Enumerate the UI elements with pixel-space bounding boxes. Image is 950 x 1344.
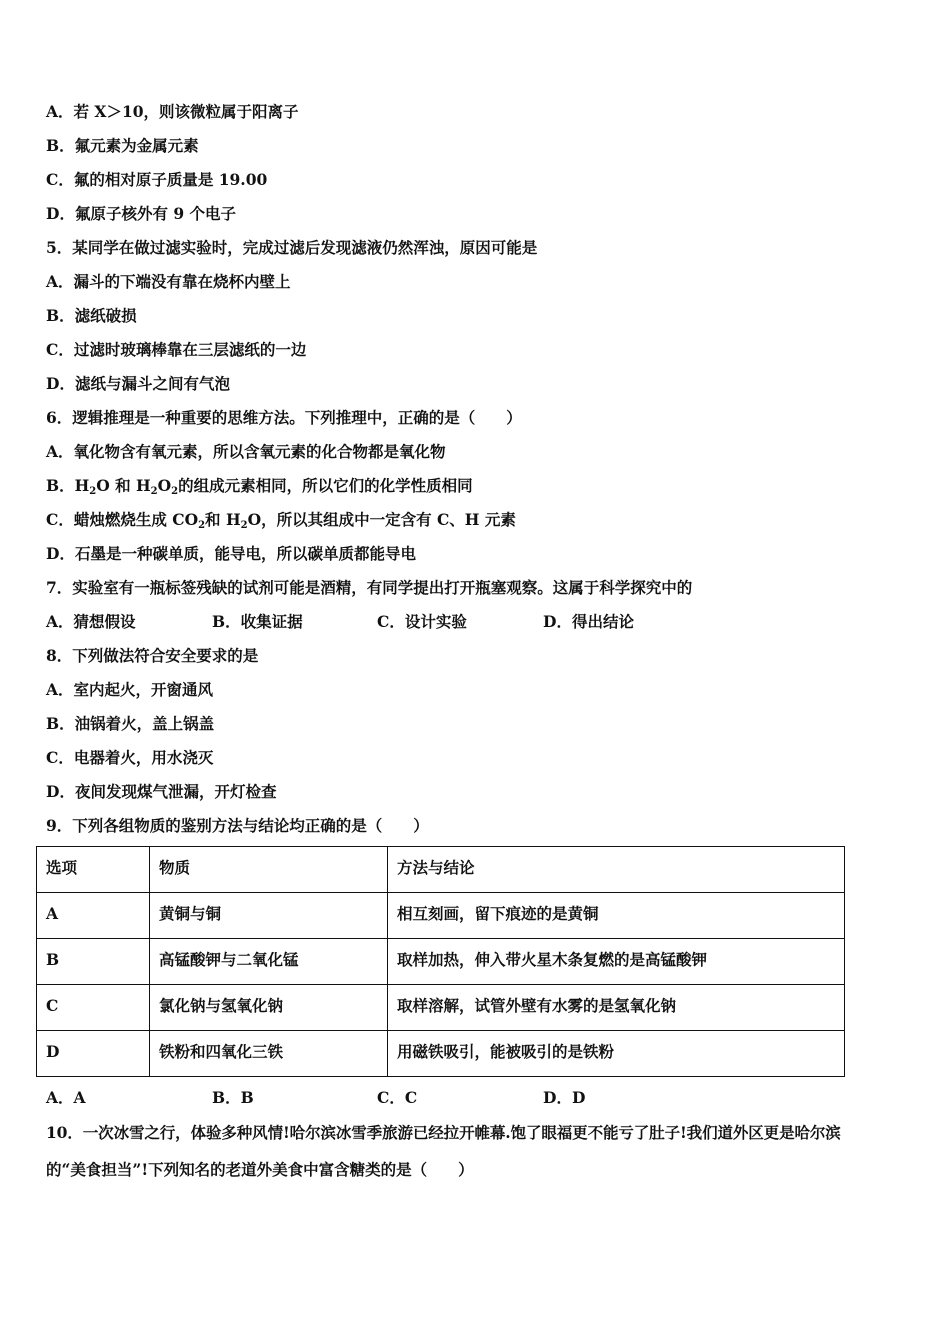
q8-option-b: B．油锅着火，盖上锅盖 <box>46 714 215 733</box>
q8-option-a: A．室内起火，开窗通风 <box>46 680 214 699</box>
q6-option-a: A．氧化物含有氧元素，所以含氧元素的化合物都是氧化物 <box>46 442 446 461</box>
q7-stem: 7．实验室有一瓶标签残缺的试剂可能是酒精，有同学提出打开瓶塞观察。这属于科学探究中的 <box>46 578 693 597</box>
table-header: 方法与结论 <box>388 847 845 893</box>
q9-option-d: D．D <box>543 1088 586 1107</box>
table-row <box>37 893 845 939</box>
table-cell: 氯化钠与氢氧化钠 <box>150 985 388 1031</box>
q4-option-d: D．氟原子核外有 9 个电子 <box>46 204 237 223</box>
q6-b-text: B．H <box>46 476 90 495</box>
q7-option-c: C．设计实验 <box>377 612 467 631</box>
table-cell: 取样加热，伸入带火星木条复燃的是高锰酸钾 <box>388 939 845 985</box>
q5-option-b: B．滤纸破损 <box>46 306 137 325</box>
q6-c-text: C．蜡烛燃烧生成 CO <box>46 510 199 529</box>
q6-stem: 6．逻辑推理是一种重要的思维方法。下列推理中，正确的是（ ） <box>46 408 522 427</box>
q6-option-d: D．石墨是一种碳单质，能导电，所以碳单质都能导电 <box>46 544 416 563</box>
q6-c-text: 和 H <box>205 510 241 529</box>
table-cell: B <box>37 939 150 985</box>
q5-option-a: A．漏斗的下端没有靠在烧杯内壁上 <box>46 272 291 291</box>
q6-b-text: O <box>157 476 172 495</box>
q4-option-b: B．氟元素为金属元素 <box>46 136 199 155</box>
q7-option-d: D．得出结论 <box>543 612 634 631</box>
table-cell: D <box>37 1031 150 1077</box>
q5-option-c: C．过滤时玻璃棒靠在三层滤纸的一边 <box>46 340 307 359</box>
table-cell: C <box>37 985 150 1031</box>
q4-option-c: C．氟的相对原子质量是 19.00 <box>46 170 268 189</box>
q9-table <box>36 846 845 1077</box>
q8-stem: 8．下列做法符合安全要求的是 <box>46 646 259 665</box>
subscript: 2 <box>171 486 179 497</box>
q6-option-c <box>46 510 516 536</box>
table-header: 选项 <box>37 847 150 893</box>
q7-option-a: A．猜想假设 <box>46 612 136 631</box>
q8-option-c: C．电器着火，用水浇灭 <box>46 748 214 767</box>
table-cell: A <box>37 893 150 939</box>
table-cell: 相互刻画，留下痕迹的是黄铜 <box>388 893 845 939</box>
subscript: 2 <box>150 486 158 497</box>
table-cell: 铁粉和四氧化三铁 <box>150 1031 388 1077</box>
q6-b-text: O 和 H <box>96 476 151 495</box>
q9-option-a: A．A <box>46 1088 86 1107</box>
q4-option-a: A．若 X＞10，则该微粒属于阳离子 <box>46 102 299 121</box>
q9-option-c: C．C <box>377 1088 418 1107</box>
table-cell: 取样溶解，试管外壁有水雾的是氢氧化钠 <box>388 985 845 1031</box>
table-header-row <box>37 847 845 893</box>
table-row <box>37 939 845 985</box>
q9-option-b: B．B <box>212 1088 254 1107</box>
subscript: 2 <box>240 520 248 531</box>
subscript: 2 <box>198 520 206 531</box>
q6-b-text: 的组成元素相同，所以它们的化学性质相同 <box>178 476 473 495</box>
q10-stem-line2: 的“美食担当”!下列知名的老道外美食中富含糖类的是（ ） <box>46 1160 474 1179</box>
q7-option-b: B．收集证据 <box>212 612 303 631</box>
q8-option-d: D．夜间发现煤气泄漏，开灯检查 <box>46 782 277 801</box>
table-cell: 黄铜与铜 <box>150 893 388 939</box>
table-header: 物质 <box>150 847 388 893</box>
q6-c-text: O，所以其组成中一定含有 C、H 元素 <box>247 510 516 529</box>
q5-stem: 5．某同学在做过滤实验时，完成过滤后发现滤液仍然浑浊，原因可能是 <box>46 238 538 257</box>
q6-option-b <box>46 476 473 502</box>
table-cell: 用磁铁吸引，能被吸引的是铁粉 <box>388 1031 845 1077</box>
q9-stem: 9．下列各组物质的鉴别方法与结论均正确的是（ ） <box>46 816 429 835</box>
table-row <box>37 1031 845 1077</box>
q10-stem-line1: 10．一次冰雪之行，体验多种风情!哈尔滨冰雪季旅游已经拉开帷幕.饱了眼福更不能亏了肚子!我们道外区更是哈尔滨 <box>46 1123 841 1142</box>
q5-option-d: D．滤纸与漏斗之间有气泡 <box>46 374 230 393</box>
table-row <box>37 985 845 1031</box>
table-cell: 高锰酸钾与二氧化锰 <box>150 939 388 985</box>
subscript: 2 <box>89 486 97 497</box>
